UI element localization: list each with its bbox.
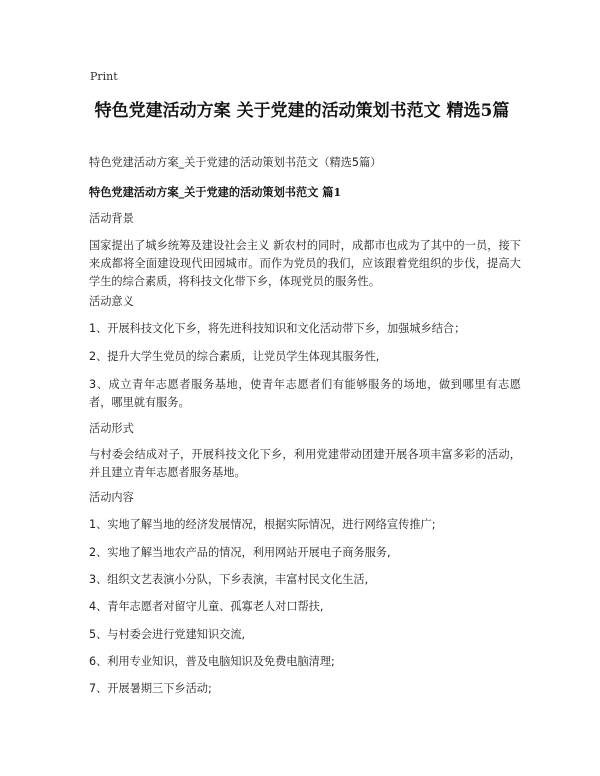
paragraph-background: 国家提出了城乡统筹及建设社会主义 新农村的同时，成都市也成为了其中的一员，接下来成都将全面建设现代田园城市。而作为党员的我们，应该跟着党组织的步伐，提高大学生的综合素质，将科技文化带下乡，体现党员的服务性。 — [89, 239, 521, 288]
paragraph-form: 与村委会结成对子，开展科技文化下乡，利用党建带动团建开展各项丰富多彩的活动，并且建立青年志愿者服务基地。 — [89, 448, 521, 479]
list-item: 2、实地了解当地农产品的情况，利用网站开展电子商务服务, — [89, 546, 391, 559]
list-item: 4、青年志愿者对留守儿童、孤寡老人对口帮扶, — [89, 600, 324, 613]
print-link[interactable]: Print — [90, 70, 118, 83]
list-item: 1、开展科技文化下乡，将先进科技知识和文化活动带下乡，加强城乡结合； — [89, 322, 466, 335]
list-item: 6、利用专业知识，普及电脑知识及免费电脑清理; — [89, 655, 335, 668]
list-item: 3、组织文艺表演小分队，下乡表演，丰富村民文化生活, — [89, 573, 369, 586]
list-item: 5、与村委会进行党建知识交流, — [89, 628, 246, 641]
document-subtitle: 特色党建活动方案_关于党建的活动策划书范文（精选5篇） — [89, 156, 382, 169]
list-item: 1、实地了解当地的经济发展情况，根据实际情况，进行网络宣传推广; — [89, 518, 436, 531]
heading-content: 活动内容 — [89, 491, 134, 504]
heading-significance: 活动意义 — [89, 295, 134, 308]
heading-background: 活动背景 — [89, 212, 134, 225]
list-item: 3、成立青年志愿者服务基地，使青年志愿者们有能够服务的场地，做到哪里有志愿者，哪里就有服务。 — [89, 378, 521, 409]
section-title: 特色党建活动方案_关于党建的活动策划书范文 篇1 — [89, 185, 342, 199]
list-item: 2、提升大学生党员的综合素质，让党员学生体现其服务性, — [89, 350, 380, 363]
page-title: 特色党建活动方案 关于党建的活动策划书范文 精选5篇 — [94, 101, 510, 121]
list-item: 7、开展暑期三下乡活动; — [89, 682, 212, 695]
heading-form: 活动形式 — [89, 422, 134, 435]
